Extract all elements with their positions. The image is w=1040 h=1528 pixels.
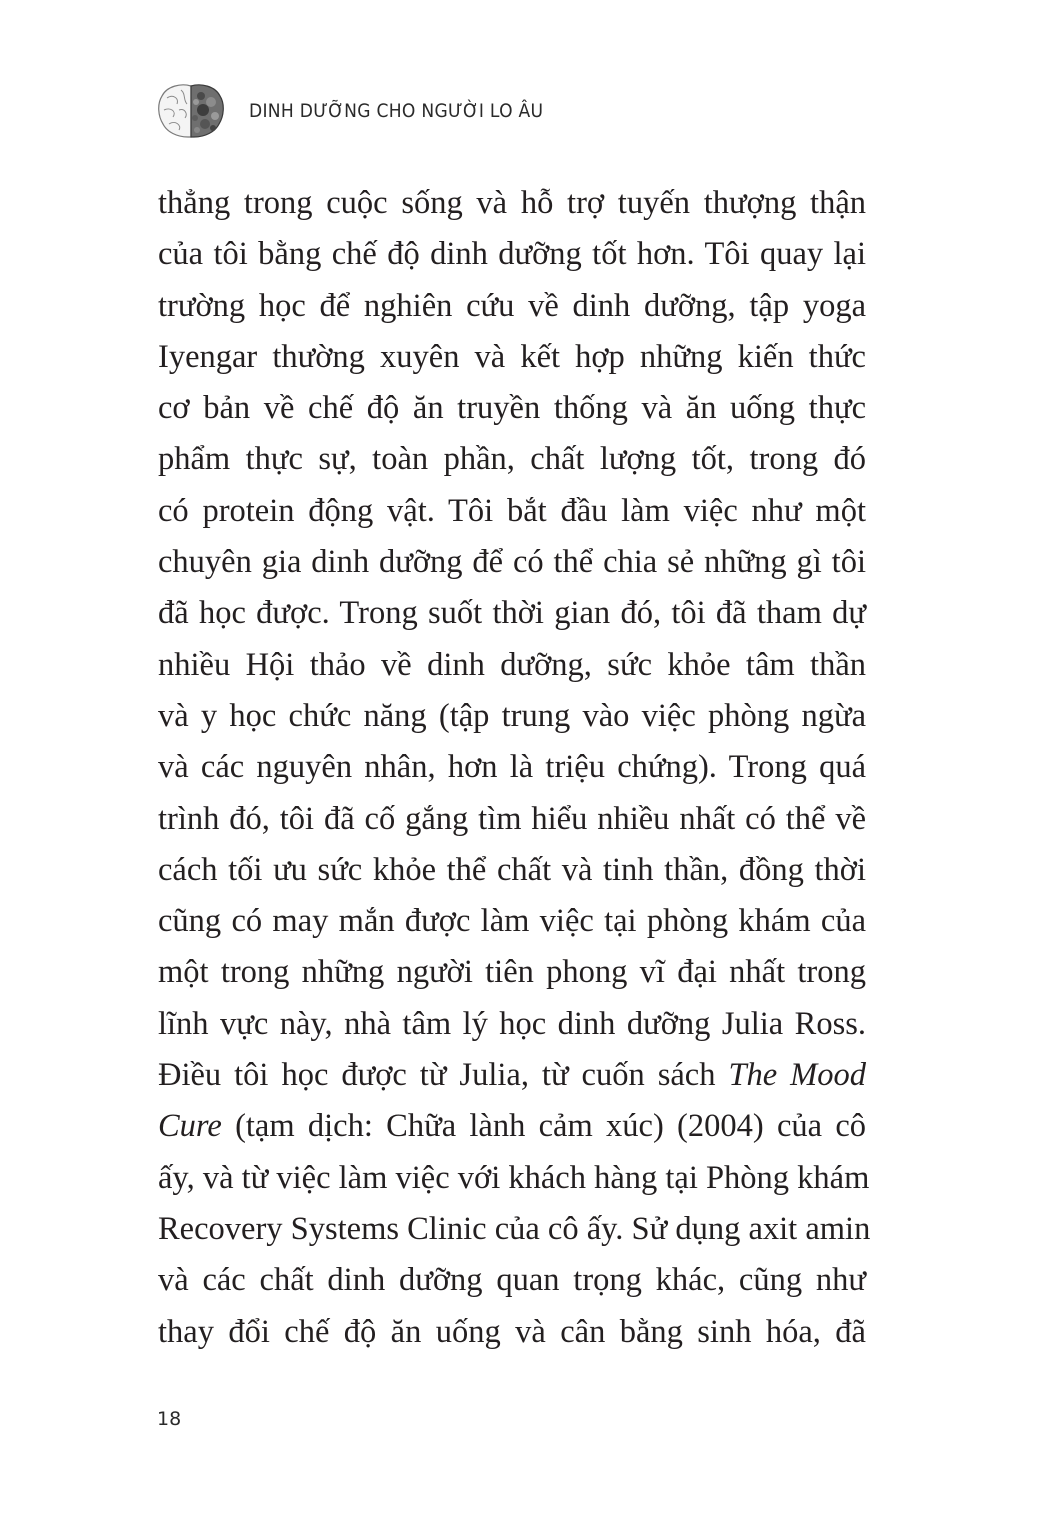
body-paragraph: [158, 178, 871, 1358]
text-line: [158, 281, 866, 332]
text-segment: và y học chức năng (tập trung vào việc phòng ngừa: [158, 697, 866, 734]
text-segment: và các nguyên nhân, hơn là triệu chứng). Trong quá: [158, 749, 866, 786]
text-segment: của tôi bằng chế độ dinh dưỡng tốt hơn. Tôi quay lại: [158, 236, 866, 273]
text-segment: trường học để nghiên cứu về dinh dưỡng, tập yoga: [158, 287, 866, 324]
text-line: [158, 1050, 866, 1101]
italic-title-text: Cure: [158, 1108, 222, 1145]
text-segment: một trong những người tiên phong vĩ đại nhất trong: [158, 954, 866, 991]
text-line: [158, 434, 866, 485]
text-segment: cách tối ưu sức khỏe thể chất và tinh thần, đồng thời: [158, 851, 866, 888]
text-segment: trình đó, tôi đã cố gắng tìm hiểu nhiều nhất có thể về: [158, 800, 866, 837]
text-line: [158, 896, 866, 947]
text-segment: nhiều Hội thảo về dinh dưỡng, sức khỏe tâm thần: [158, 646, 866, 683]
text-segment: Recovery Systems Clinic của cô ấy. Sử dụng axit amin: [158, 1210, 871, 1247]
text-line: [158, 691, 866, 742]
text-line: [158, 383, 866, 434]
text-line: [158, 640, 866, 691]
page-number: 18: [157, 1408, 182, 1430]
text-segment: chuyên gia dinh dưỡng để có thể chia sẻ những gì tôi: [158, 544, 866, 581]
text-line: [158, 178, 866, 229]
text-line: [158, 947, 866, 998]
text-segment: Iyengar thường xuyên và kết hợp những kiến thức: [158, 338, 866, 375]
text-line: [158, 537, 866, 588]
text-line: [158, 229, 866, 280]
text-line: [158, 588, 866, 639]
running-title: DINH DƯỠNG CHO NGƯỜI LO ÂU: [249, 100, 544, 122]
text-segment: đã học được. Trong suốt thời gian đó, tôi đã tham dự: [158, 595, 866, 632]
text-segment: Điều tôi học được từ Julia, từ cuốn sách: [158, 1057, 729, 1094]
text-line: [158, 332, 866, 383]
running-header: [155, 78, 543, 144]
text-segment: và các chất dinh dưỡng quan trọng khác, cũng như: [158, 1262, 866, 1299]
text-line: [158, 845, 866, 896]
brain-icon: [155, 80, 227, 142]
text-line: [158, 1101, 866, 1152]
text-line: [158, 1255, 866, 1306]
text-segment: (tạm dịch: Chữa lành cảm xúc) (2004) của cô: [221, 1108, 866, 1145]
text-line: [158, 742, 866, 793]
text-line: [158, 794, 866, 845]
text-line: [158, 1307, 866, 1358]
text-segment: thẳng trong cuộc sống và hỗ trợ tuyến thượng thận: [158, 185, 866, 221]
text-line: [158, 999, 866, 1050]
text-line: [158, 486, 866, 537]
text-segment: ấy, và từ việc làm việc với khách hàng tại Phòng khám: [158, 1159, 870, 1196]
text-segment: có protein động vật. Tôi bắt đầu làm việc như một: [158, 492, 866, 529]
text-line: [158, 1153, 870, 1204]
text-segment: lĩnh vực này, nhà tâm lý học dinh dưỡng Julia Ross.: [158, 1005, 866, 1042]
text-line: [158, 1204, 871, 1255]
text-segment: cơ bản về chế độ ăn truyền thống và ăn uống thực: [158, 390, 866, 427]
text-segment: thay đổi chế độ ăn uống và cân bằng sinh hóa, đã: [158, 1313, 866, 1350]
text-segment: cũng có may mắn được làm việc tại phòng khám của: [158, 903, 866, 940]
text-segment: phẩm thực sự, toàn phần, chất lượng tốt, trong đó: [158, 441, 866, 478]
italic-title-text: The Mood: [728, 1057, 866, 1094]
